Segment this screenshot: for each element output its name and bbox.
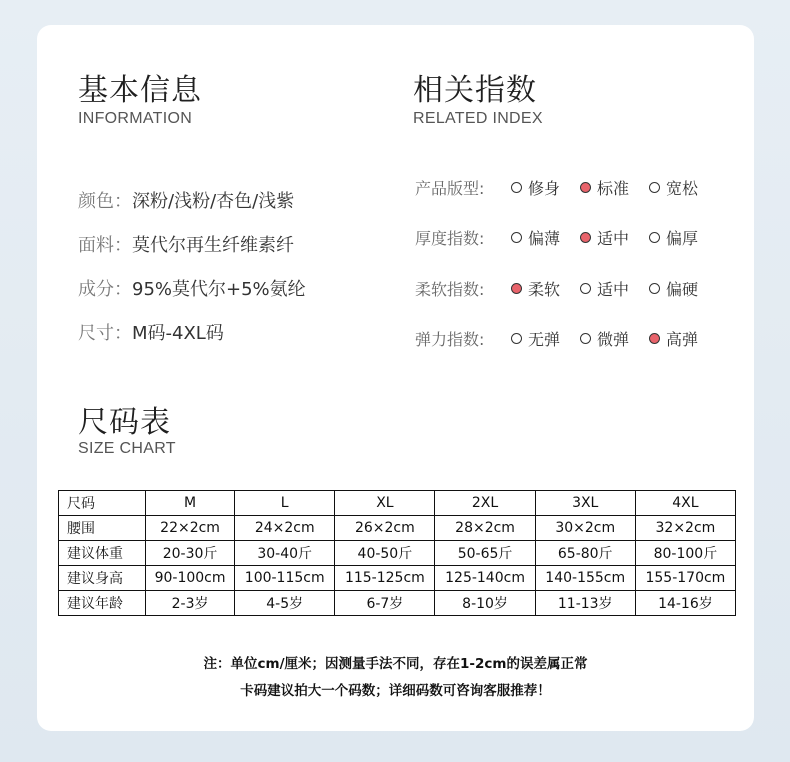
table-cell: 8-10岁 <box>435 591 535 616</box>
index-label: 柔软指数: <box>415 279 485 299</box>
table-cell: 建议年龄 <box>59 591 146 616</box>
option-text: 适中 <box>597 279 630 299</box>
radio-dot-icon <box>649 283 660 294</box>
radio-dot-selected-icon <box>580 182 591 193</box>
table-row <box>59 566 736 591</box>
index-option <box>580 327 629 350</box>
index-label: 产品版型: <box>415 178 485 198</box>
index-label: 厚度指数: <box>415 228 485 248</box>
table-cell: 28×2cm <box>435 516 535 541</box>
note-line-2: 卡码建议拍大一个码数；详细码数可咨询客服推荐！ <box>240 683 551 699</box>
table-cell: 32×2cm <box>635 516 735 541</box>
table-cell: 80-100斤 <box>635 541 735 566</box>
table-header-cell: XL <box>335 491 435 516</box>
info-label: 尺寸： <box>78 323 132 344</box>
table-row <box>59 541 736 566</box>
size-chart-subtitle: SIZE CHART <box>78 440 176 457</box>
size-chart-title: 尺码表 <box>78 405 171 440</box>
option-text: 无弹 <box>528 329 561 349</box>
table-row <box>59 591 736 616</box>
table-cell: 30-40斤 <box>235 541 335 566</box>
info-value: 莫代尔再生纤维素纤 <box>132 235 294 256</box>
option-text: 高弹 <box>666 329 699 349</box>
index-option <box>649 327 698 350</box>
option-text: 宽松 <box>666 178 699 198</box>
index-row-softness <box>415 277 718 299</box>
table-cell: 建议体重 <box>59 541 146 566</box>
table-header-cell: 2XL <box>435 491 535 516</box>
info-label: 成分： <box>78 279 132 300</box>
table-cell: 155-170cm <box>635 566 735 591</box>
table-cell: 14-16岁 <box>635 591 735 616</box>
table-header-cell: L <box>235 491 335 516</box>
table-cell: 6-7岁 <box>335 591 435 616</box>
info-row-composition <box>78 275 306 301</box>
related-subtitle: RELATED INDEX <box>413 110 543 127</box>
table-cell: 30×2cm <box>535 516 635 541</box>
index-option <box>649 226 698 249</box>
index-option <box>649 176 698 199</box>
option-text: 偏硬 <box>666 279 699 299</box>
radio-dot-selected-icon <box>511 283 522 294</box>
table-cell: 22×2cm <box>146 516 235 541</box>
option-text: 标准 <box>597 178 630 198</box>
radio-dot-icon <box>580 333 591 344</box>
index-option <box>511 176 560 199</box>
radio-dot-icon <box>649 182 660 193</box>
table-cell: 40-50斤 <box>335 541 435 566</box>
radio-dot-icon <box>580 283 591 294</box>
table-cell: 24×2cm <box>235 516 335 541</box>
info-title: 基本信息 <box>78 73 202 108</box>
option-text: 适中 <box>597 228 630 248</box>
index-option <box>649 277 698 300</box>
info-value: 95%莫代尔+5%氨纶 <box>132 279 306 300</box>
info-label: 面料： <box>78 235 132 256</box>
table-cell: 50-65斤 <box>435 541 535 566</box>
option-text: 修身 <box>528 178 561 198</box>
index-option <box>580 277 629 300</box>
index-option <box>580 176 629 199</box>
index-option <box>511 226 560 249</box>
radio-dot-selected-icon <box>649 333 660 344</box>
table-header-cell: 3XL <box>535 491 635 516</box>
index-label: 弹力指数: <box>415 329 485 349</box>
table-cell: 100-115cm <box>235 566 335 591</box>
info-value: 深粉/浅粉/杏色/浅紫 <box>132 191 295 212</box>
option-text: 偏薄 <box>528 228 561 248</box>
table-cell: 140-155cm <box>535 566 635 591</box>
related-title: 相关指数 <box>413 73 537 108</box>
option-text: 柔软 <box>528 279 561 299</box>
option-text: 微弹 <box>597 329 630 349</box>
radio-dot-icon <box>511 232 522 243</box>
radio-dot-icon <box>649 232 660 243</box>
size-table <box>58 490 736 616</box>
info-subtitle: INFORMATION <box>78 110 193 127</box>
index-option <box>511 277 560 300</box>
table-cell: 115-125cm <box>335 566 435 591</box>
info-row-size <box>78 319 224 345</box>
info-row-color <box>78 187 294 213</box>
table-cell: 11-13岁 <box>535 591 635 616</box>
table-header-cell: 4XL <box>635 491 735 516</box>
note-line-1: 注：单位cm/厘米；因测量手法不同，存在1-2cm的误差属正常 <box>203 656 588 672</box>
radio-dot-icon <box>511 182 522 193</box>
table-cell: 26×2cm <box>335 516 435 541</box>
info-value: M码-4XL码 <box>132 323 224 344</box>
table-cell: 90-100cm <box>146 566 235 591</box>
table-cell: 2-3岁 <box>146 591 235 616</box>
option-text: 偏厚 <box>666 228 699 248</box>
table-cell: 4-5岁 <box>235 591 335 616</box>
table-cell: 20-30斤 <box>146 541 235 566</box>
index-option <box>580 226 629 249</box>
index-row-fit <box>415 176 718 198</box>
index-row-elasticity <box>415 327 718 349</box>
index-row-thickness <box>415 226 718 248</box>
table-cell: 65-80斤 <box>535 541 635 566</box>
info-label: 颜色： <box>78 191 132 212</box>
radio-dot-selected-icon <box>580 232 591 243</box>
product-info-card <box>37 25 754 731</box>
table-cell: 建议身高 <box>59 566 146 591</box>
table-cell: 腰围 <box>59 516 146 541</box>
table-header-cell: 尺码 <box>59 491 146 516</box>
table-cell: 125-140cm <box>435 566 535 591</box>
info-row-fabric <box>78 231 294 257</box>
radio-dot-icon <box>511 333 522 344</box>
index-option <box>511 327 560 350</box>
table-row <box>59 516 736 541</box>
table-header-row <box>59 491 736 516</box>
table-header-cell: M <box>146 491 235 516</box>
